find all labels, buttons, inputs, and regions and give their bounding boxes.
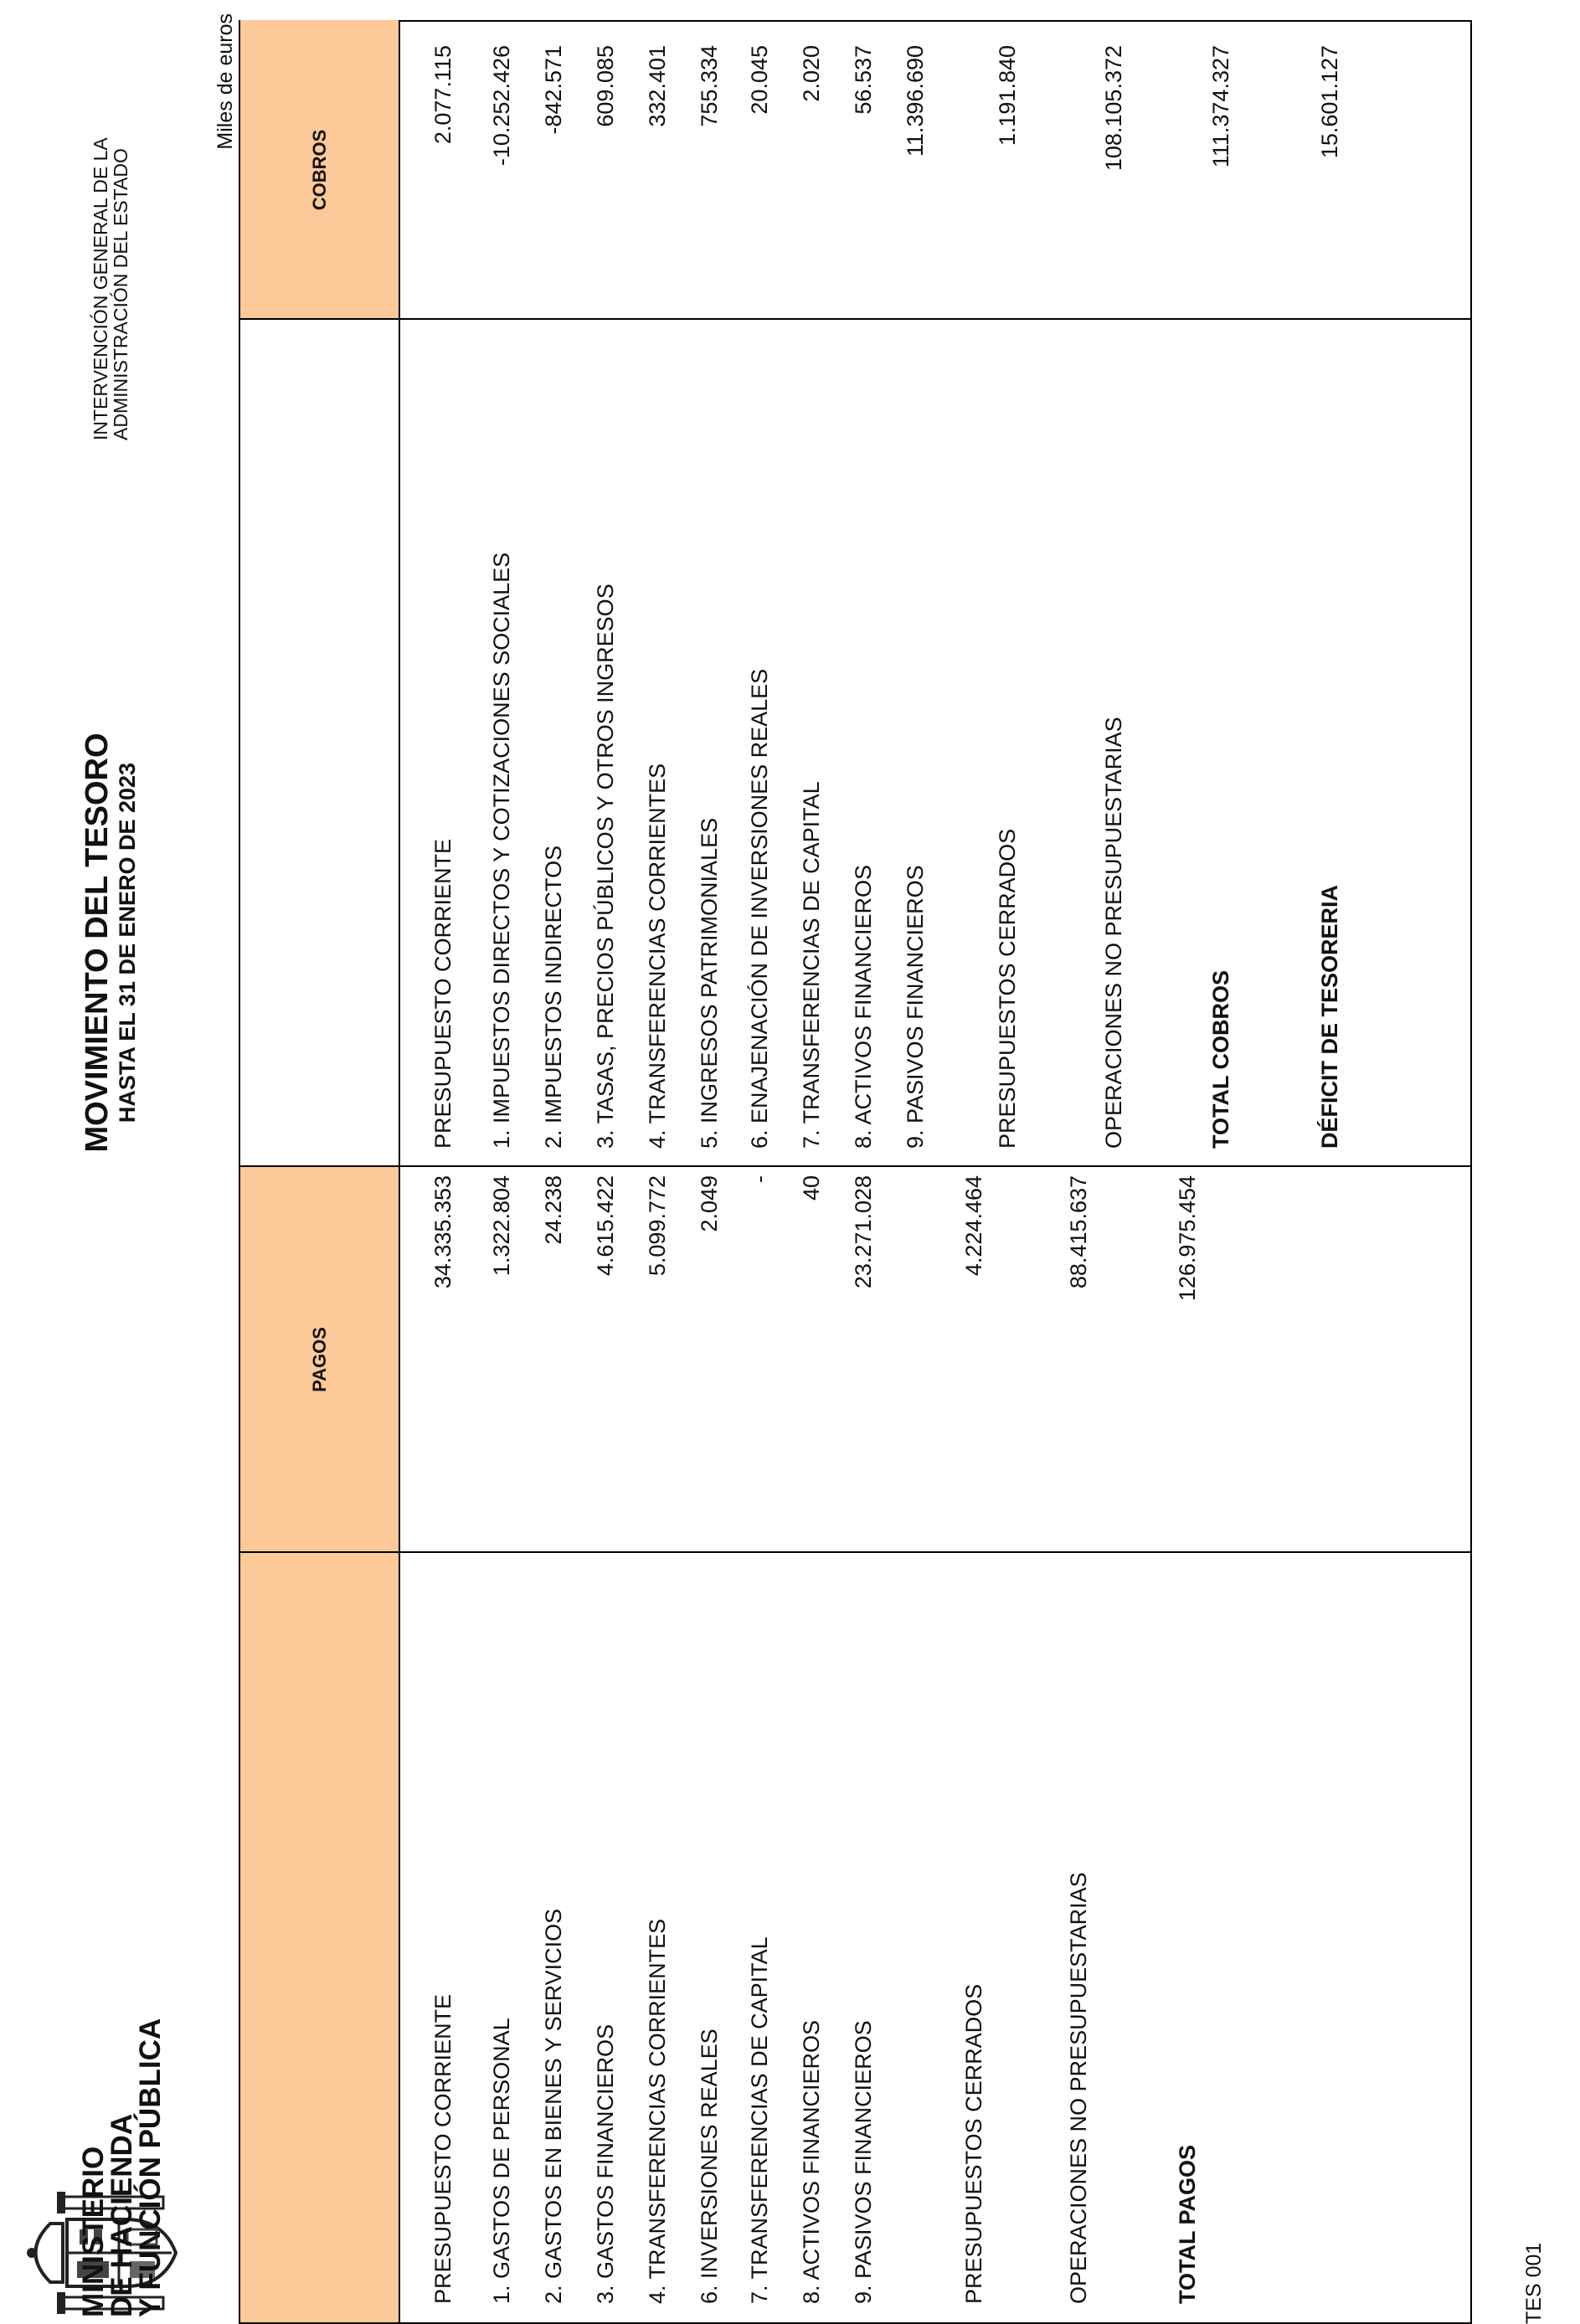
issuing-office — [90, 72, 131, 440]
cobros-row-label: 6. ENAJENACIÓN DE INVERSIONES REALES — [747, 668, 772, 1149]
pagos-total-value: 126.975.454 — [1175, 1175, 1200, 1302]
pagos-row-label: 1. GASTOS DE PERSONAL — [489, 2018, 514, 2304]
cobros-row-value: 609.085 — [593, 45, 618, 127]
cobros-row-label: OPERACIONES NO PRESUPUESTARIAS — [1101, 717, 1126, 1149]
cobros-row-value: 1.191.840 — [995, 45, 1020, 147]
issuing-office-line-2: ADMINISTRACIÓN DEL ESTADO — [110, 148, 131, 440]
header-divider — [399, 20, 400, 2322]
cobros-row-value: 20.045 — [747, 45, 772, 115]
pagos-row-value: 40 — [799, 1175, 824, 1201]
pagos-row-label: 2. GASTOS EN BIENES Y SERVICIOS — [541, 1908, 566, 2304]
cobros-row-value: 108.105.372 — [1101, 45, 1126, 172]
cobros-total-label: TOTAL COBROS — [1208, 969, 1233, 1149]
ministry-line-2: DE HACIENDA — [106, 2113, 138, 2317]
pagos-row-value: 4.615.422 — [593, 1175, 618, 1277]
cobros-row-label: 8. ACTIVOS FINANCIEROS — [851, 864, 876, 1149]
pagos-row-label: 9. PASIVOS FINANCIEROS — [851, 2020, 876, 2304]
column-divider — [240, 1551, 1470, 1553]
cobros-row-label: 3. TASAS, PRECIOS PÚBLICOS Y OTROS INGRESOS — [593, 584, 618, 1149]
cobros-row-value: 755.334 — [697, 45, 722, 127]
cobros-row-label: PRESUPUESTOS CERRADOS — [995, 828, 1020, 1149]
treasury-table — [239, 20, 1472, 2324]
column-divider — [240, 318, 1470, 320]
pagos-row-value: 24.238 — [541, 1175, 566, 1245]
treasury-deficit-value: 15.601.127 — [1317, 45, 1342, 159]
pagos-total-label: TOTAL PAGOS — [1175, 2144, 1200, 2304]
cobros-row-label: 2. IMPUESTOS INDIRECTOS — [541, 845, 566, 1149]
column-divider — [240, 1165, 1470, 1167]
cobros-row-label: PRESUPUESTO CORRIENTE — [430, 838, 455, 1149]
pagos-row-value: 4.224.464 — [961, 1175, 986, 1277]
pagos-row-value: 5.099.772 — [645, 1175, 670, 1277]
pagos-row-value: 88.415.637 — [1066, 1175, 1091, 1289]
pagos-row-value: 2.049 — [697, 1175, 722, 1232]
cobros-row-value: 2.020 — [799, 45, 824, 102]
ministry-line-3: Y FUNCIÓN PÚBLICA — [134, 2018, 167, 2317]
pagos-row-value: 23.271.028 — [851, 1175, 876, 1289]
cobros-row-value: 11.396.690 — [903, 45, 928, 157]
issuing-office-line-1: INTERVENCIÓN GENERAL DE LA — [90, 137, 111, 440]
pagos-row-value: 34.335.353 — [430, 1175, 455, 1289]
page-subtitle: HASTA EL 31 DE ENERO DE 2023 — [115, 762, 140, 1123]
pagos-row-label: OPERACIONES NO PRESUPUESTARIAS — [1066, 1872, 1091, 2304]
cobros-row-label: 5. INGRESOS PATRIMONIALES — [697, 817, 722, 1149]
cobros-total-value: 111.374.327 — [1208, 45, 1233, 168]
treasury-deficit-label: DÉFICIT DE TESORERIA — [1317, 884, 1342, 1149]
pagos-row-label: 6. INVERSIONES REALES — [697, 2028, 722, 2304]
pagos-row-label: 4. TRANSFERENCIAS CORRIENTES — [645, 1918, 670, 2304]
ministry-name — [77, 2018, 167, 2317]
cobros-row-label: 9. PASIVOS FINANCIEROS — [903, 865, 928, 1149]
cobros-row-value: 56.537 — [851, 45, 876, 115]
cobros-row-value: 2.077.115 — [430, 45, 455, 145]
pagos-row-value: - — [747, 1175, 772, 1183]
form-code: TES 001 — [1522, 2242, 1546, 2324]
pagos-row-label: 8. ACTIVOS FINANCIEROS — [799, 2019, 824, 2304]
cobros-row-label: 1. IMPUESTOS DIRECTOS Y COTIZACIONES SOCIALES — [489, 552, 514, 1149]
cobros-row-value: -10.252.426 — [489, 45, 514, 167]
pagos-row-label: 3. GASTOS FINANCIEROS — [593, 2023, 618, 2304]
ministry-line-1: MINISTERIO — [77, 2146, 110, 2317]
cobros-row-value: -842.571 — [541, 45, 566, 135]
pagos-column-header: PAGOS — [309, 1327, 330, 1392]
document-title-block — [80, 650, 140, 1236]
pagos-row-value: 1.322.804 — [489, 1175, 514, 1277]
cobros-row-label: 7. TRANSFERENCIAS DE CAPITAL — [799, 781, 824, 1149]
pagos-row-label: 7. TRANSFERENCIAS DE CAPITAL — [747, 1936, 772, 2304]
pagos-row-label: PRESUPUESTO CORRIENTE — [430, 1993, 455, 2304]
page-title: MOVIMIENTO DEL TESORO — [80, 733, 115, 1153]
cobros-row-value: 332.401 — [645, 45, 670, 127]
cobros-column-header: COBROS — [309, 129, 330, 211]
cobros-row-label: 4. TRANSFERENCIAS CORRIENTES — [645, 763, 670, 1149]
units-note: Miles de euros — [214, 13, 237, 150]
pagos-row-label: PRESUPUESTOS CERRADOS — [961, 1983, 986, 2304]
